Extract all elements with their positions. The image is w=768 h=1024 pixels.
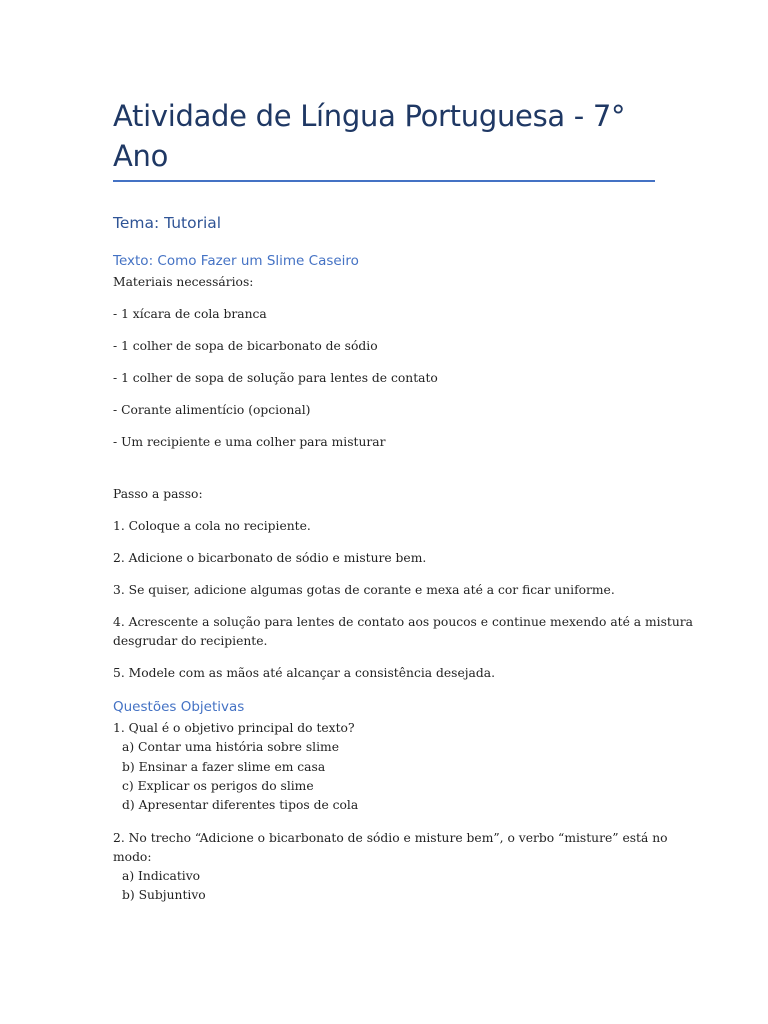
question-2-prompt: 2. No trecho “Adicione o bicarbonato de sódio e misture bem”, o verbo “misture” está no	[113, 831, 668, 845]
step-item: 5. Modele com as mãos até alcançar a consistência desejada.	[113, 666, 495, 680]
title-underline	[113, 180, 655, 182]
step-item: 1. Coloque a cola no recipiente.	[113, 519, 311, 533]
steps-label: Passo a passo:	[113, 487, 203, 501]
material-item: - Corante alimentício (opcional)	[113, 403, 311, 417]
question-1-option-b: b) Ensinar a fazer slime em casa	[122, 760, 326, 774]
material-item: - 1 colher de sopa de solução para lentes de contato	[113, 371, 438, 385]
question-1-option-d: d) Apresentar diferentes tipos de cola	[122, 798, 359, 812]
question-2-option-b: b) Subjuntivo	[122, 888, 206, 902]
document-title: Atividade de Língua Portuguesa - 7° Ano	[113, 99, 626, 173]
questions-heading: Questões Objetivas	[113, 699, 245, 715]
question-2-option-a: a) Indicativo	[122, 869, 201, 883]
material-item: - 1 colher de sopa de bicarbonato de sódio	[113, 339, 378, 353]
step-item: 3. Se quiser, adicione algumas gotas de corante e mexa até a cor ficar uniforme.	[113, 583, 615, 597]
material-item: - 1 xícara de cola branca	[113, 307, 267, 321]
step-item: 2. Adicione o bicarbonato de sódio e misture bem.	[113, 551, 427, 565]
materials-label: Materiais necessários:	[113, 275, 254, 289]
theme-heading: Tema: Tutorial	[113, 214, 222, 232]
question-1-option-a: a) Contar uma história sobre slime	[122, 740, 339, 754]
question-2-prompt-continuation: modo:	[113, 850, 152, 864]
material-item: - Um recipiente e uma colher para misturar	[113, 435, 386, 449]
question-1-option-c: c) Explicar os perigos do slime	[122, 779, 314, 793]
question-1-prompt: 1. Qual é o objetivo principal do texto?	[113, 721, 355, 735]
step-item-continuation: desgrudar do recipiente.	[113, 634, 268, 648]
text-heading: Texto: Como Fazer um Slime Caseiro	[113, 253, 359, 269]
step-item: 4. Acrescente a solução para lentes de contato aos poucos e continue mexendo até a mistura	[113, 615, 693, 629]
document-page	[113, 0, 693, 1024]
